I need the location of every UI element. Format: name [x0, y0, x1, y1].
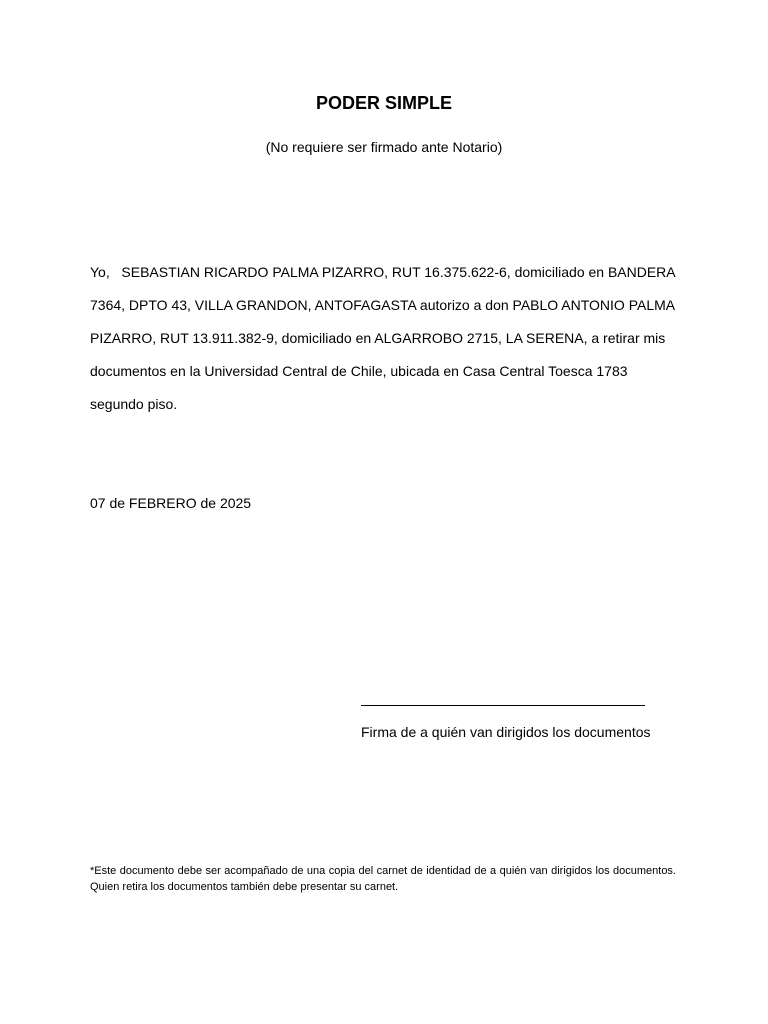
document-title: PODER SIMPLE — [315, 93, 453, 113]
authorization-paragraph — [90, 256, 690, 421]
paragraph-line: Yo, SEBASTIAN RICARDO PALMA PIZARRO, RUT 16.375.622-6, domiciliado en BANDERA — [90, 264, 676, 280]
paragraph-line: 7364, DPTO 43, VILLA GRANDON, ANTOFAGASTA autorizo a don PABLO ANTONIO PALMA — [90, 297, 676, 313]
paragraph-line: PIZARRO, RUT 13.911.382-9, domiciliado en ALGARROBO 2715, LA SERENA, a retirar mis — [90, 330, 666, 346]
footnote: *Este documento debe ser acompañado de una copia del carnet de identidad de a quién van dirigidos los documentos. Quien retira los documentos también debe presentar su carnet. — [90, 865, 676, 893]
document-date: 07 de FEBRERO de 2025 — [90, 495, 252, 511]
document-subtitle: (No requiere ser firmado ante Notario) — [265, 139, 503, 155]
signature-label: Firma de a quién van dirigidos los documentos — [361, 724, 651, 740]
signature-line — [361, 705, 645, 706]
paragraph-line: documentos en la Universidad Central de Chile, ubicada en Casa Central Toesca 1783 — [90, 363, 628, 379]
paragraph-line: segundo piso. — [90, 396, 178, 412]
